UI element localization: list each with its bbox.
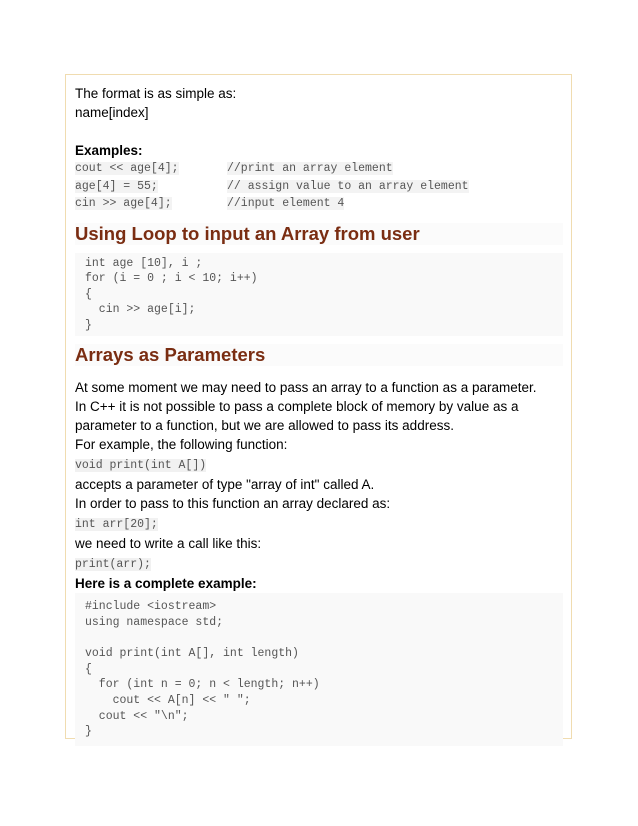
params-paragraph: At some moment we may need to pass an array to a function as a parameter. [75,380,537,396]
example-row [75,178,563,196]
code-line: #include <iostream> [85,600,217,614]
function-call-code: print(arr); [75,558,151,572]
example-code: age[4] = 55; [75,179,158,193]
example-code: cout << age[4]; [75,162,179,175]
document-content [75,84,563,746]
loop-section-heading: Using Loop to input an Array from user [75,223,563,245]
code-line: cout << A[n] << " "; [85,694,251,708]
code-line: for (int n = 0; n < length; n++) [85,678,320,692]
code-line: } [85,725,92,739]
complete-example-code-block [75,593,563,745]
params-paragraph: In C++ it is not possible to pass a complete block of memory by value as a [75,399,519,415]
example-comment: // assign value to an array element [227,179,469,193]
params-paragraph: parameter to a function, but we are allowed to pass its address. [75,418,454,434]
example-code: cin >> age[4]; [75,197,172,210]
function-signature-code: void print(int A[]) [75,459,207,473]
loop-code-block [75,253,563,337]
code-line: cin >> age[i]; [85,303,196,317]
params-section-heading: Arrays as Parameters [75,344,563,366]
code-line: void print(int A[], int length) [85,647,299,661]
code-line [85,631,553,647]
format-intro: The format is as simple as: [75,86,237,101]
params-paragraph: we need to write a call like this: [75,536,262,552]
example-comment: //input element 4 [227,197,345,210]
examples-label: Examples: [75,143,143,158]
example-comment: //print an array element [227,162,393,175]
code-line: { [85,662,92,676]
code-line: int age [10], i ; [85,256,203,270]
code-line: cout << "\n"; [85,709,189,723]
format-syntax: name[index] [75,105,149,120]
complete-example-label: Here is a complete example: [75,576,257,592]
code-line: using namespace std; [85,616,224,630]
array-declaration-code: int arr[20]; [75,518,158,532]
params-paragraph: For example, the following function: [75,437,288,453]
code-line: for (i = 0 ; i < 10; i++) [85,272,258,286]
code-line: { [85,287,92,301]
example-row [75,195,563,213]
examples-list [75,160,563,213]
example-row [75,160,563,178]
params-paragraph: In order to pass to this function an array declared as: [75,496,391,512]
params-paragraph: accepts a parameter of type "array of int" called A. [75,477,375,493]
code-line: } [85,318,92,332]
